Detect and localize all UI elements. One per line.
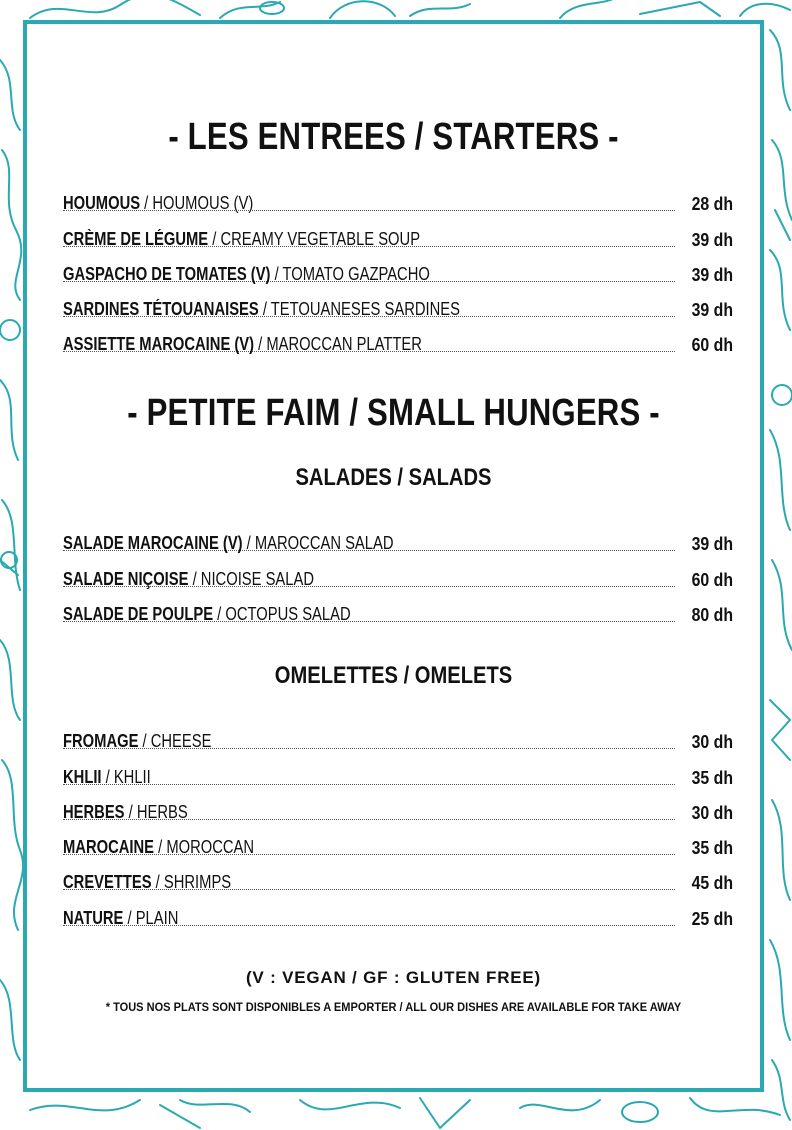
item-name-en: / TETOUANESES SARDINES: [258, 299, 460, 320]
menu-item: [63, 554, 733, 589]
item-price: 35 dh: [691, 767, 733, 788]
item-name-en: / MAROCCAN PLATTER: [254, 334, 422, 355]
item-name-en: / OCTOPUS SALAD: [213, 603, 351, 624]
small-hungers-title: - PETITE FAIM / SMALL HUNGERS -: [127, 392, 660, 434]
item-price: 45 dh: [691, 873, 733, 894]
menu-item: [63, 788, 733, 823]
legend-note: (V : VEGAN / GF : GLUTEN FREE): [245, 968, 542, 987]
starters-title: - LES ENTREES / STARTERS -: [168, 116, 619, 158]
menu-item: [63, 717, 733, 752]
item-name-fr: CREVETTES: [63, 872, 152, 893]
item-name-fr: KHLII: [63, 766, 102, 787]
item-price: 39 dh: [691, 229, 733, 250]
item-price: 60 dh: [691, 569, 733, 590]
item-name-en: / SHRIMPS: [151, 872, 232, 893]
menu-item: [63, 320, 733, 355]
item-price: 28 dh: [691, 194, 733, 215]
item-name-en: / MAROCCAN SALAD: [242, 533, 394, 554]
item-price: 35 dh: [691, 838, 733, 859]
item-price: 30 dh: [691, 732, 733, 753]
item-name-en: / CHEESE: [138, 731, 212, 752]
item-name-fr: FROMAGE: [63, 731, 139, 752]
menu-item: [63, 823, 733, 858]
menu-item: [63, 285, 733, 320]
item-price: 39 dh: [691, 264, 733, 285]
menu-item: [63, 214, 733, 249]
menu-panel: [23, 20, 764, 1092]
salads-list: [63, 519, 733, 625]
item-name-fr: HERBES: [63, 801, 125, 822]
item-name-en: / KHLII: [101, 766, 151, 787]
item-name-en: / TOMATO GAZPACHO: [270, 263, 430, 284]
omelets-list: [63, 717, 733, 929]
item-price: 39 dh: [691, 534, 733, 555]
item-price: 39 dh: [691, 300, 733, 321]
item-name-fr: GASPACHO DE TOMATES (V): [63, 263, 271, 284]
item-name-fr: MAROCAINE: [63, 837, 155, 858]
item-price: 25 dh: [691, 908, 733, 929]
item-name-fr: CRÈME DE LÉGUME: [63, 228, 209, 249]
item-name-en: / CREAMY VEGETABLE SOUP: [208, 228, 421, 249]
menu-item: [63, 858, 733, 893]
item-name-en: / HOUMOUS (V): [140, 193, 254, 214]
item-name-fr: SALADE MAROCAINE (V): [63, 533, 243, 554]
takeaway-note: * TOUS NOS PLATS SONT DISPONIBLES A EMPORTER / ALL OUR DISHES ARE AVAILABLE FOR TAKE AWAY: [105, 1002, 682, 1014]
item-name-en: / NICOISE SALAD: [188, 568, 314, 589]
item-name-fr: ASSIETTE MAROCAINE (V): [63, 334, 255, 355]
item-price: 30 dh: [691, 802, 733, 823]
menu-item: [63, 179, 733, 214]
salads-title: SALADES / SALADS: [295, 464, 492, 491]
item-name-fr: SALADE DE POULPE: [63, 603, 214, 624]
omelets-title: OMELETTES / OMELETS: [274, 662, 513, 689]
menu-item: [63, 752, 733, 787]
starters-list: [63, 179, 733, 355]
item-name-fr: HOUMOUS: [63, 193, 141, 214]
menu-item: [63, 590, 733, 625]
item-name-fr: SARDINES TÉTOUANAISES: [63, 299, 259, 320]
item-name-en: / HERBS: [124, 801, 188, 822]
item-name-en: / PLAIN: [123, 907, 179, 928]
item-name-en: / MOROCCAN: [154, 837, 255, 858]
item-price: 60 dh: [691, 335, 733, 356]
menu-item: [63, 893, 733, 928]
menu-item: [63, 519, 733, 554]
menu-item: [63, 250, 733, 285]
item-name-fr: SALADE NIÇOISE: [63, 568, 189, 589]
item-price: 80 dh: [691, 604, 733, 625]
item-name-fr: NATURE: [63, 907, 124, 928]
